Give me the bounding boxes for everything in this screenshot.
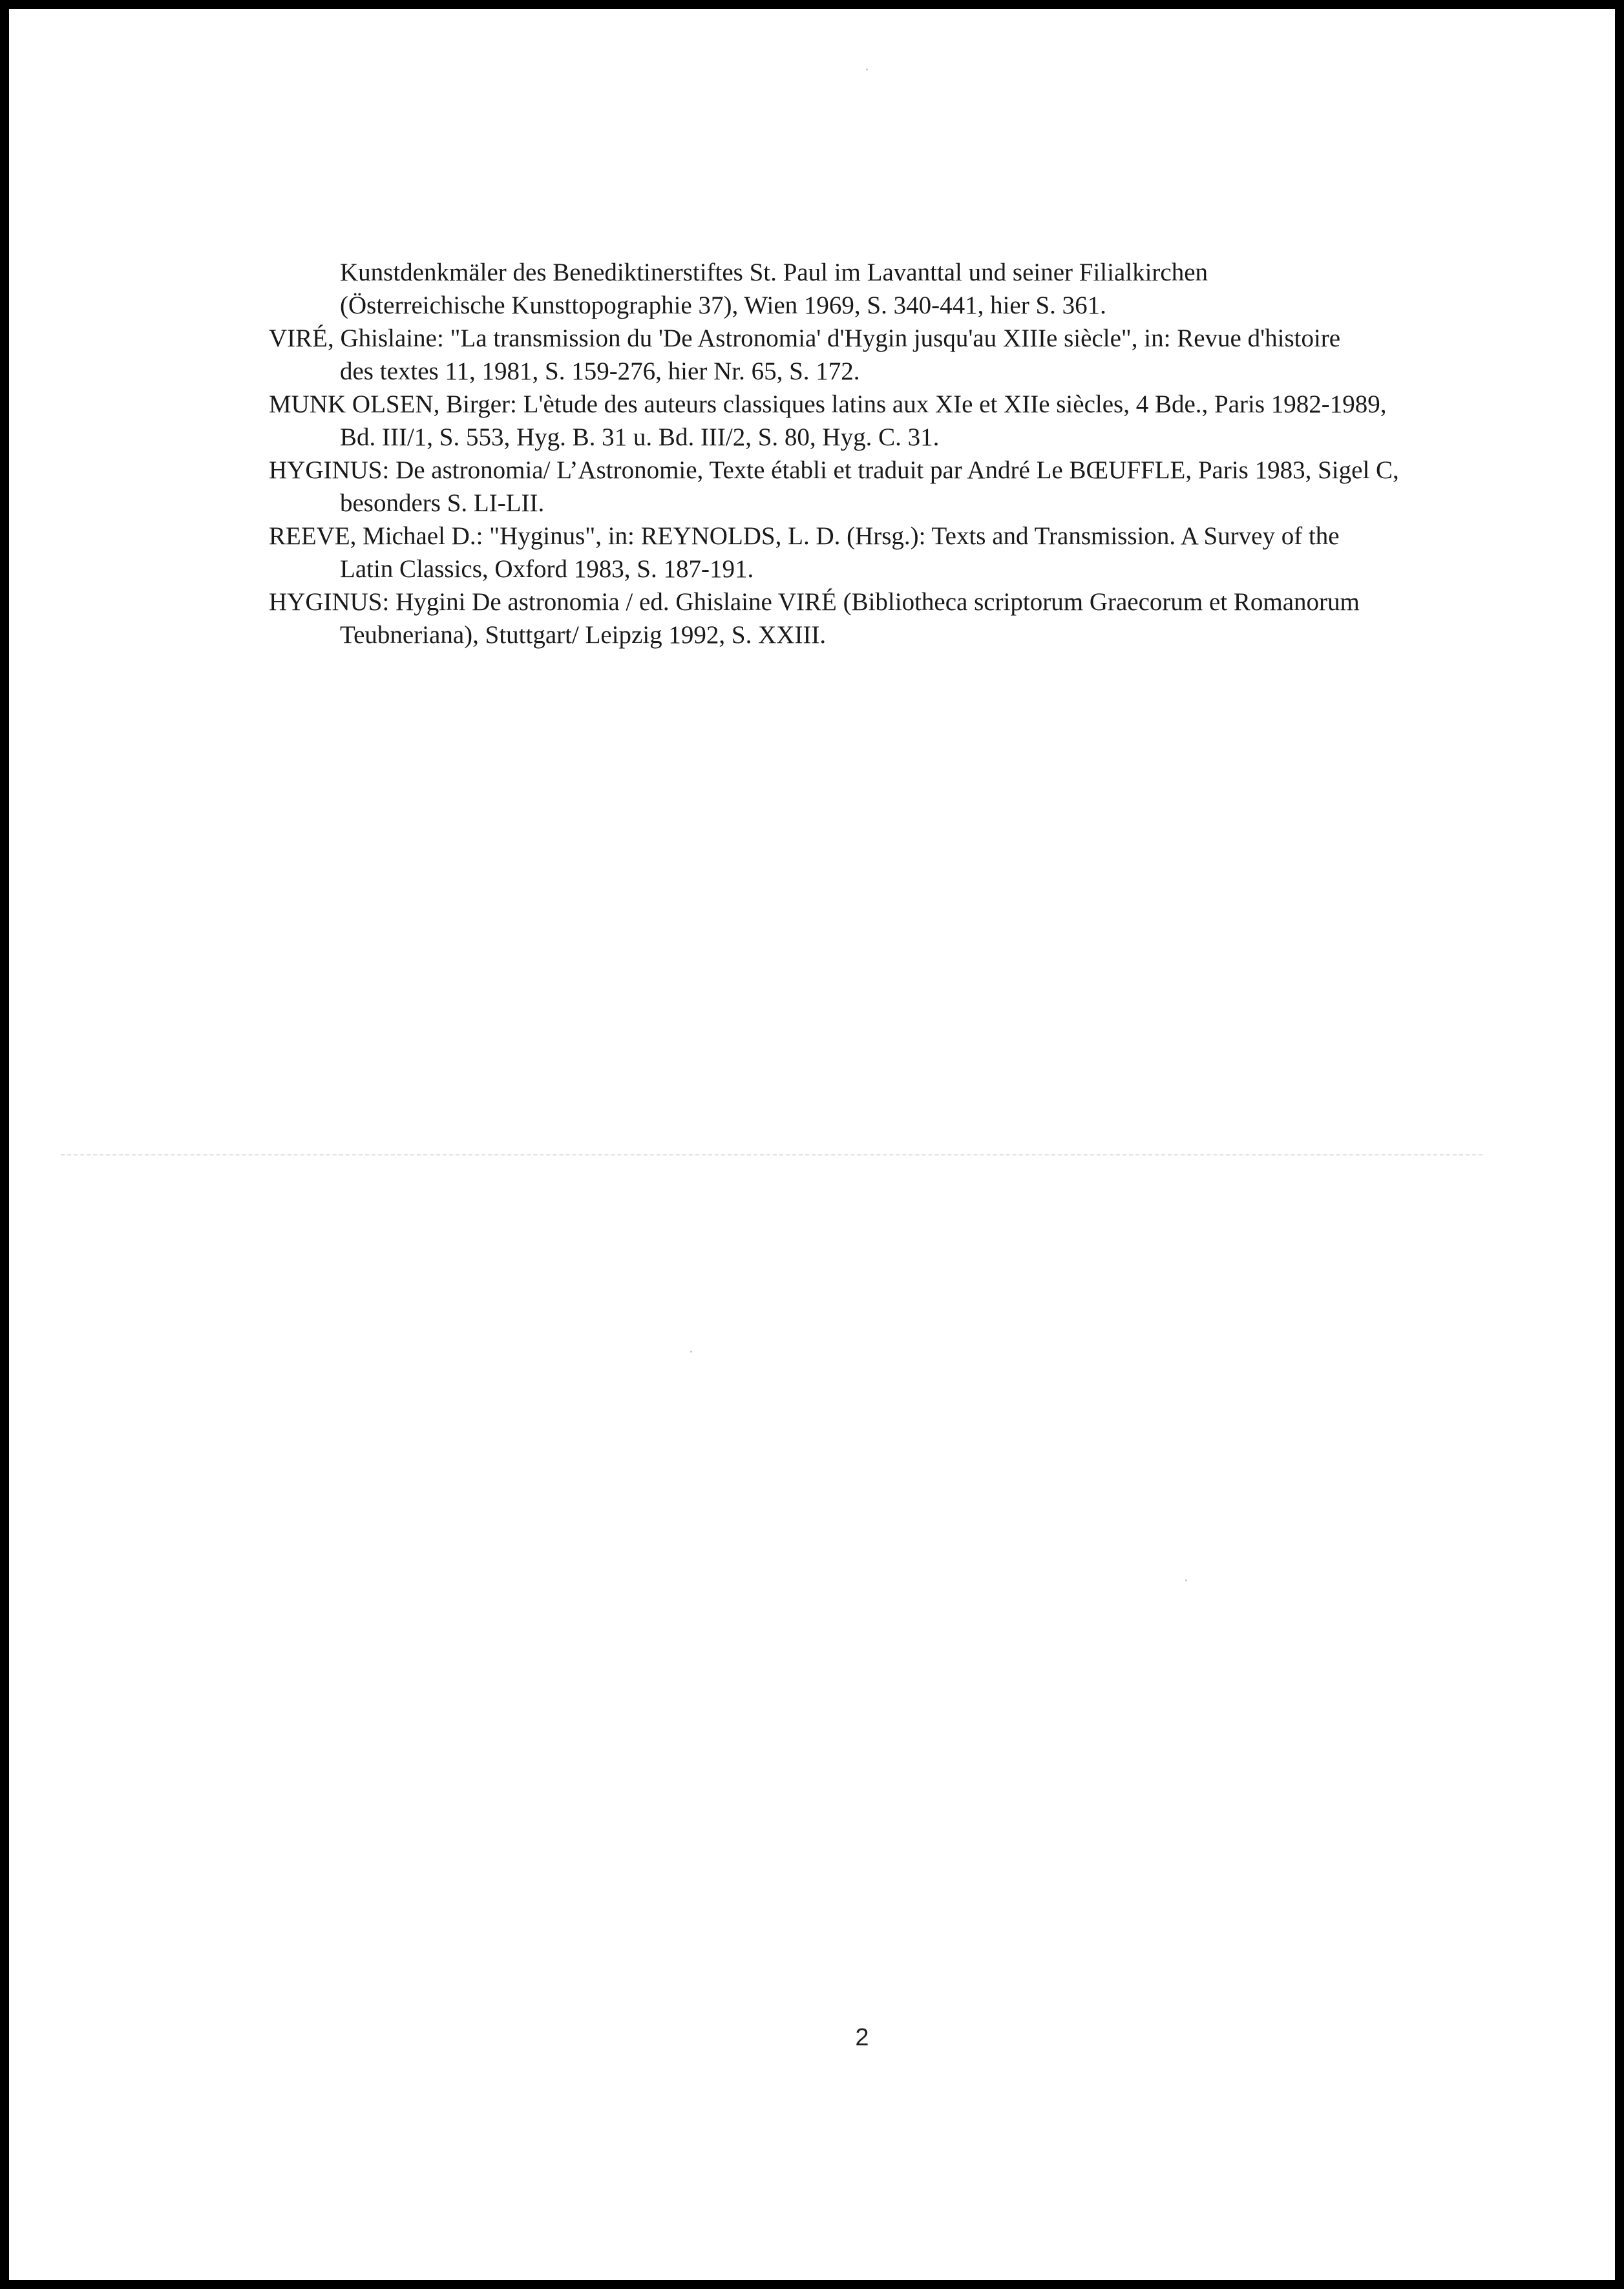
scan-speck: [690, 1351, 692, 1353]
bibliography-entry: [269, 520, 1535, 585]
entry-line: des textes 11, 1981, S. 159-276, hier Nr. 65, S. 172.: [340, 357, 860, 385]
entry-line: Kunstdenkmäler des Benediktinerstiftes St. Paul im Lavanttal und seiner Filialkirchen: [340, 258, 1208, 286]
entry-line: REEVE, Michael D.: "Hyginus", in: REYNOLDS, L. D. (Hrsg.): Texts and Transmission. A Survey of the: [269, 522, 1340, 550]
entry-line: HYGINUS: De astronomia/ L’Astronomie, Texte établi et traduit par André Le BŒUFFLE, Paris 1983, Sigel C,: [269, 456, 1399, 484]
entry-line: Bd. III/1, S. 553, Hyg. B. 31 u. Bd. III/2, S. 80, Hyg. C. 31.: [340, 423, 940, 451]
scan-fold-line: [61, 1154, 1482, 1155]
scan-speck: [1185, 1579, 1187, 1581]
bibliography-list: [269, 256, 1535, 651]
entry-line: Latin Classics, Oxford 1983, S. 187-191.: [340, 555, 754, 583]
bibliography-entry: [269, 388, 1535, 454]
bibliography-entry: [269, 454, 1535, 520]
entry-line: (Österreichische Kunsttopographie 37), Wien 1969, S. 340-441, hier S. 361.: [340, 291, 1106, 319]
bibliography-entry: [269, 322, 1535, 388]
entry-line: Teubneriana), Stuttgart/ Leipzig 1992, S. XXIII.: [340, 621, 827, 649]
entry-line: MUNK OLSEN, Birger: L'ètude des auteurs classiques latins aux XIe et XIIe siècles, 4 Bde., Paris 1982-1989,: [269, 390, 1387, 418]
document-page: [9, 9, 1615, 2280]
bibliography-entry: [269, 256, 1535, 322]
entry-line: VIRÉ, Ghislaine: "La transmission du 'De Astronomia' d'Hygin jusqu'au XIIIe siècle", in: Revue d'histoire: [269, 324, 1341, 352]
page-number: 2: [855, 2024, 869, 2051]
scan-speck: [866, 69, 868, 70]
bibliography-entry: [269, 585, 1535, 651]
entry-line: besonders S. LI-LII.: [340, 489, 545, 517]
entry-line: HYGINUS: Hygini De astronomia / ed. Ghislaine VIRÉ (Bibliotheca scriptorum Graecorum et Romanorum: [269, 588, 1360, 616]
